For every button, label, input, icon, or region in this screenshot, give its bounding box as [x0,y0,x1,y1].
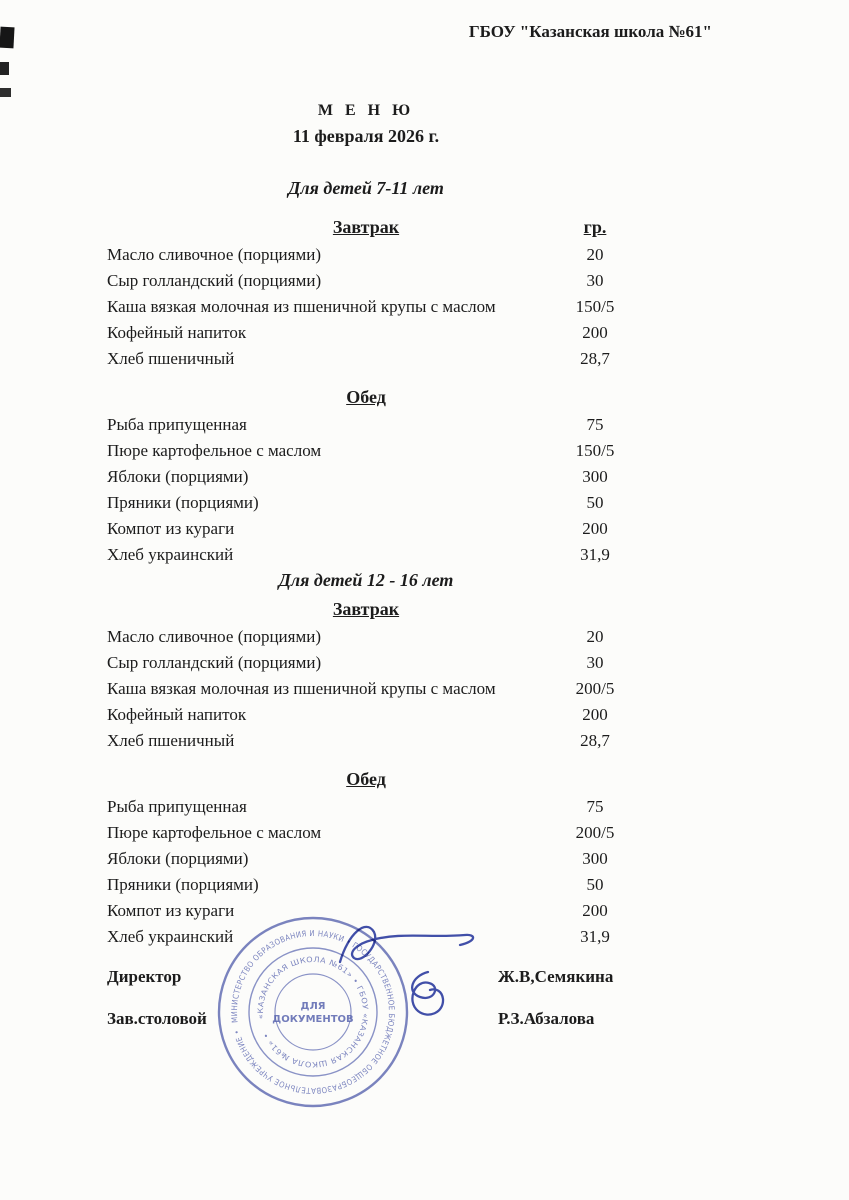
signature-role: Зав.столовой [107,1009,207,1028]
item-name: Рыба припущенная [107,797,247,816]
stamp-outer-ring-text: МИНИСТЕРСТВО ОБРАЗОВАНИЯ И НАУКИ • ГОСУДАРСТВЕННОЕ БЮДЖЕТНОЕ ОБЩЕОБРАЗОВАТЕЛЬНОЕ УЧРЕЖДЕНИЕ • [229,928,397,1096]
stamp-mid-circle [249,948,377,1076]
menu-item-row [107,676,625,702]
menu-item-row [107,650,625,676]
item-name: Кофейный напиток [107,323,247,342]
item-name: Пряники (порциями) [107,875,259,894]
item-amount: 30 [586,271,604,290]
signature-name: Ж.В,Семякина [498,967,614,986]
item-name: Кофейный напиток [107,705,247,724]
item-amount: 200 [582,705,608,724]
menu-item-row [107,438,625,464]
item-name: Пряники (порциями) [107,493,259,512]
stamp-center-line2: ДОКУМЕНТОВ [272,1014,354,1025]
item-amount: 75 [586,415,604,434]
signature-role: Директор [107,967,182,986]
item-name: Хлеб пшеничный [107,731,235,750]
age-group-heading: Для детей 7-11 лет [288,178,444,198]
meal-header [107,766,625,794]
scan-artifact [0,88,11,97]
menu-item-row [107,320,625,346]
menu-item-row [107,542,625,568]
menu-title: М Е Н Ю [317,102,415,119]
menu-item-row [107,294,625,320]
item-amount: 200/5 [575,823,615,842]
menu-section [107,568,625,950]
item-amount: 150/5 [575,297,615,316]
item-amount: 200 [582,519,608,538]
menu-item-row [107,346,625,372]
item-name: Хлеб пшеничный [107,349,235,368]
item-amount: 28,7 [580,349,610,368]
meal-items [107,624,625,754]
menu-date: 11 февраля 2026 г. [292,126,440,146]
meal-title: Обед [346,769,386,789]
stamp-center-line1: ДЛЯ [300,1001,326,1012]
item-amount: 75 [586,797,604,816]
menu-item-row [107,490,625,516]
item-name: Компот из кураги [107,901,235,920]
item-amount: 150/5 [575,441,615,460]
item-name: Масло сливочное (порциями) [107,245,321,264]
meal-items [107,412,625,568]
item-amount: 200 [582,901,608,920]
menu-section [107,176,625,568]
meal-header [107,596,625,624]
unit-header: гр. [583,217,607,237]
item-name: Каша вязкая молочная из пшеничной крупы с маслом [107,679,496,698]
scan-artifact [0,62,9,75]
menu-item-row [107,268,625,294]
item-amount: 200 [582,323,608,342]
item-name: Рыба припущенная [107,415,247,434]
menu-item-row [107,516,625,542]
meal-items [107,242,625,372]
meal-header [107,214,625,242]
item-name: Сыр голландский (порциями) [107,653,322,672]
meal-title: Завтрак [332,599,400,619]
menu-sections [107,176,625,950]
item-name: Яблоки (порциями) [107,849,249,868]
meal-header [107,384,625,412]
item-amount: 28,7 [580,731,610,750]
item-name: Сыр голландский (порциями) [107,271,322,290]
menu-item-row [107,794,625,820]
item-name: Масло сливочное (порциями) [107,627,321,646]
menu-item-row [107,728,625,754]
stamp-inner-circle [275,974,351,1050]
signature-name: Р.З.Абзалова [498,1009,595,1028]
scan-artifact [0,27,15,49]
item-name: Яблоки (порциями) [107,467,249,486]
school-header: ГБОУ "Казанская школа №61" [468,22,712,41]
item-name: Пюре картофельное с маслом [107,823,322,842]
item-name: Компот из кураги [107,519,235,538]
menu-item-row [107,872,625,898]
item-amount: 31,9 [580,545,610,564]
item-amount: 300 [582,849,608,868]
item-amount: 20 [586,245,604,264]
menu-item-row [107,846,625,872]
menu-item-row [107,412,625,438]
item-amount: 50 [586,875,604,894]
meal-title: Обед [346,387,386,407]
menu-item-row [107,702,625,728]
menu-item-row [107,820,625,846]
item-amount: 300 [582,467,608,486]
item-name: Пюре картофельное с маслом [107,441,322,460]
meal-title: Завтрак [332,217,400,237]
item-amount: 200/5 [575,679,615,698]
stamp-outer-circle [219,918,407,1106]
menu-item-row [107,464,625,490]
menu-item-row [107,242,625,268]
menu-item-row [107,624,625,650]
item-name: Каша вязкая молочная из пшеничной крупы с маслом [107,297,496,316]
item-amount: 20 [586,627,604,646]
item-amount: 50 [586,493,604,512]
item-amount: 30 [586,653,604,672]
age-group-heading: Для детей 12 - 16 лет [278,570,454,590]
item-name: Хлеб украинский [107,927,234,946]
menu-document [107,100,625,1032]
official-stamp [213,912,413,1112]
item-amount: 31,9 [580,927,610,946]
stamp-inner-ring-text: «КАЗАНСКАЯ ШКОЛА №61» • ГБОУ «КАЗАНСКАЯ ШКОЛА №61» • [255,954,371,1070]
item-name: Хлеб украинский [107,545,234,564]
